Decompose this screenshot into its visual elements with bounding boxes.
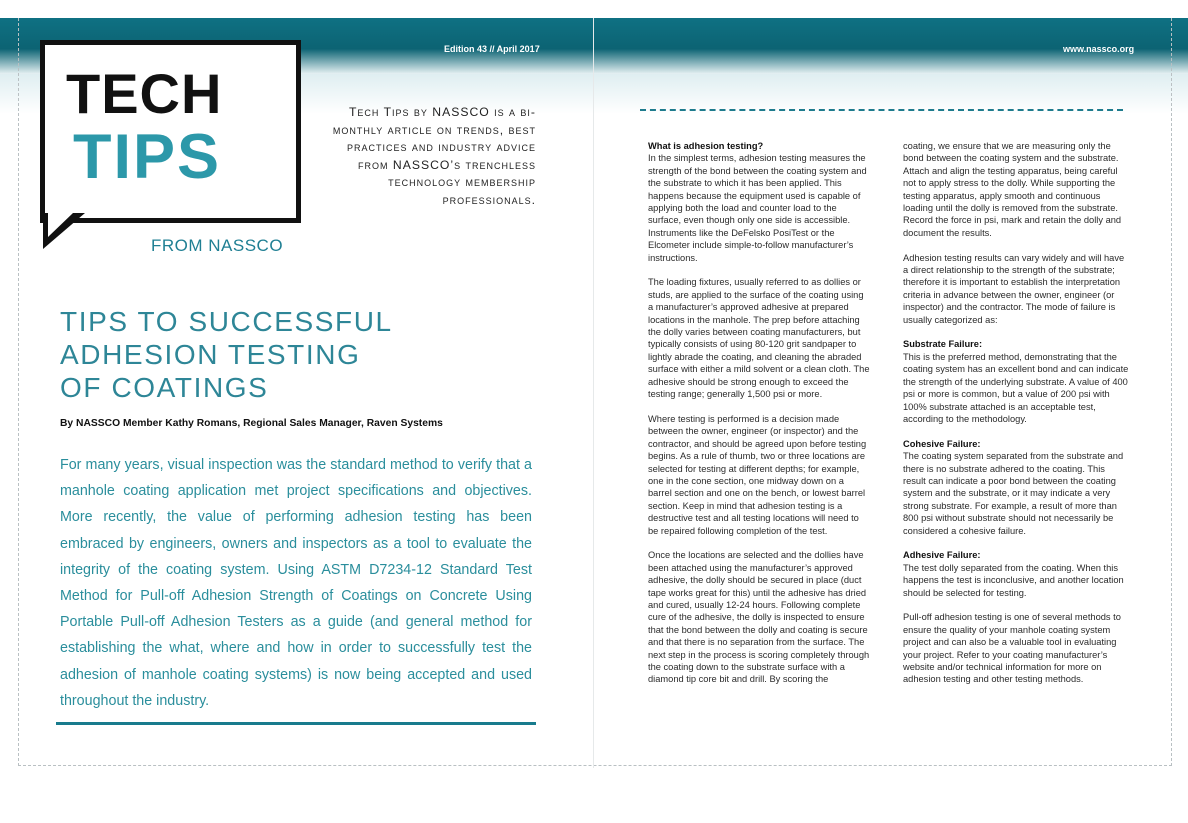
speech-bubble-tail-icon — [43, 213, 103, 253]
body-paragraph: Once the locations are selected and the dollies have been attached using the manufacturer’s approved adhesive, the dolly should be secured in place (duct tape works great for this) until the adhesive has dried and cured, usually 12-24 hours. Following complete cure of the adhesive, the dolly is inspected to ensure that the bond between the dolly and coating is secure and that there is no separation from the surface. The next step in the process is scoring completely through the coating down to the substrate surface with a diamond tip core bit and drill. By scoring the — [648, 550, 870, 685]
page-gutter — [593, 18, 594, 768]
logo-from-nassco: FROM NASSCO — [151, 236, 284, 255]
body-paragraph: Pull-off adhesion testing is one of several methods to ensure the quality of your manhole coating system project and can also be a valuable tool in evaluating your project. Refer to your coating manufacturer’s website and/or technical information for more on adhesion testing and other testing methods. — [903, 612, 1121, 685]
headline-line: TIPS TO SUCCESSFUL — [60, 306, 393, 337]
logo-tech-word: TECH — [66, 62, 223, 125]
website-link[interactable]: www.nassco.org — [1063, 44, 1135, 54]
body-paragraph: This is the preferred method, demonstrating that the coating system has an excellent bond and can indicate the strength of the underlying substrate. A value of 400 psi or more is common, but a value of 200 psi with 100% substrate attached is an acceptable test, according to the methodology. — [903, 351, 1129, 424]
subheading-cohesive-failure: Cohesive Failure: — [903, 438, 981, 449]
body-paragraph: The coating system separated from the substrate and there is no substrate adhered to the coating. This result can indicate a poor bond between the coating system and the substrate, or it may indicate a very strong substrate. For example, a result of more than 800 psi without substrate should not necessarily be considered a cohesive failure. — [903, 451, 1124, 536]
dashed-divider — [640, 109, 1123, 111]
byline: By NASSCO Member Kathy Romans, Regional Sales Manager, Raven Systems — [60, 418, 443, 429]
subheading-adhesive-failure: Adhesive Failure: — [903, 550, 981, 561]
subheading-substrate-failure: Substrate Failure: — [903, 339, 983, 350]
lede-paragraph: For many years, visual inspection was the standard method to verify that a manhole coating application met project specifications and objectives. More recently, the value of performing adhesion testing has been embraced by engineers, owners and inspectors as a tool to evaluate the integrity of the coating system. Using ASTM D7234-12 Standard Test Method for Pull-off Adhesion Strength of Coatings on Concrete Using Portable Pull-off Adhesion Testers as a guide (and general method for establishing the what, where and how in order to successfully test the adhesion of manhole coating systems) is now being accepted and used throughout the industry. — [60, 457, 532, 709]
body-paragraph: Adhesion testing results can vary widely and will have a direct relationship to the strength of the substrate; therefore it is important to establish the interpretation criteria in advance between the owner, engineer (or inspector) and the contractor. The mode of failure is usually categorized as: — [903, 252, 1125, 325]
body-column-1 — [648, 140, 870, 686]
body-column-2 — [903, 140, 1129, 686]
body-paragraph: coating, we ensure that we are measuring only the bond between the coating system and the substrate. Attach and align the testing apparatus, being careful not to apply stress to the dolly. While supporting the testing apparatus, apply smooth and continuous loading until the dolly is removed from the substrate. Record the force in psi, mark and retain the dolly and document the results. — [903, 141, 1122, 238]
headline-line: ADHESION TESTING — [60, 339, 361, 370]
body-paragraph: The loading fixtures, usually referred to as dollies or studs, are applied to the surface of the coating using a manufacturer’s approved adhesive at prepared locations in the manhole. The prep before attaching the dolly varies between coating manufacturers, but typically consists of using 80-120 grit sandpaper to lightly abrade the coating, and cleaning the abraded surface with either a mild solvent or a clean cloth. The adhesive should be strong enough to exceed the testing range; generally 1,500 psi or more. — [648, 277, 870, 400]
section-rule — [56, 722, 536, 725]
article-headline — [60, 305, 580, 404]
edition-label: Edition 43 // April 2017 — [444, 44, 540, 54]
logo-tips-word: TIPS — [73, 122, 222, 192]
headline-line: OF COATINGS — [60, 372, 269, 403]
section-heading: What is adhesion testing? — [648, 141, 764, 151]
body-paragraph: Where testing is performed is a decision made between the owner, engineer (or inspector) and the contractor, and should be agreed upon before testing begins. As a rule of thumb, two or three locations are selected for testing at different depths; for example, one in the cone section, one midway down on a barrel section and one on the bench, or lowest barrel section. Keep in mind that adhesion testing is a destructive test and all testing locations will need to be repaired following completion of the test. — [648, 413, 867, 536]
body-paragraph: The test dolly separated from the coating. When this happens the test is inconclusive, and another location should be selected for testing. — [903, 562, 1124, 598]
body-paragraph: In the simplest terms, adhesion testing measures the strength of the bond between the coating system and the substrate to which it has been applied. This happens because the equipment used is capable of applying both the load and counter load to the surface, even though only one side is accessible. Instruments like the DeFelsko PosiTest or the Elcometer include simple-to-follow manufacturer’s instructions. — [648, 153, 867, 263]
column-intro: Tech Tips by NASSCO is a bi-monthly article on trends, best practices and industry advice from NASSCO’s trenchless technology membership professionals. — [332, 105, 536, 207]
